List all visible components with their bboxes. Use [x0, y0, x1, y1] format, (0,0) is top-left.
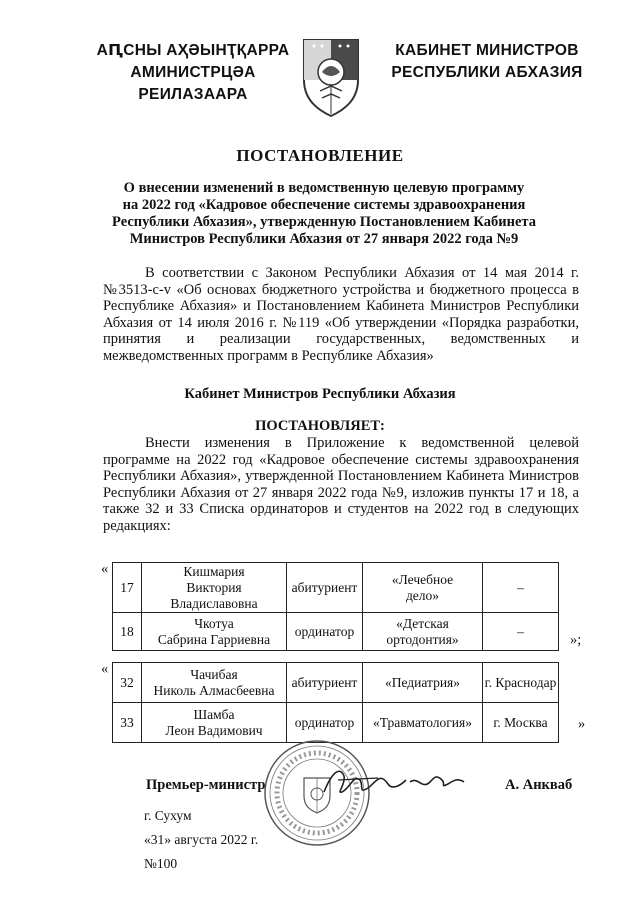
- name-line: Чачибая: [190, 666, 238, 682]
- name-line: Леон Вадимович: [165, 722, 263, 738]
- document-number: №100: [144, 856, 178, 871]
- specialty: [363, 613, 483, 651]
- specialty-line: ортодонтия»: [386, 631, 459, 647]
- person-status: абитуриент: [287, 563, 363, 613]
- header-abkhaz-line1: АԤСНЫ АҲӘЫНҬҚАРРА: [96, 42, 290, 59]
- specialty-line: «Лечебное: [391, 571, 454, 587]
- person-name: [142, 703, 287, 743]
- city: г. Краснодар: [483, 663, 559, 703]
- handwritten-signature-icon: [318, 762, 468, 802]
- specialty-line: «Детская: [396, 615, 449, 631]
- document-title: ПОСТАНОВЛЕНИЕ: [236, 146, 404, 165]
- name-line: Чкотуа: [194, 615, 234, 631]
- specialty: [363, 563, 483, 613]
- city: –: [483, 613, 559, 651]
- row-number: 33: [113, 703, 142, 743]
- table1-close-mark: »;: [570, 632, 582, 648]
- table1-open-quote: «: [101, 561, 109, 577]
- table-row: [113, 703, 559, 743]
- table-row: [113, 613, 559, 651]
- preamble-paragraph: В соответствии с Законом Республики Абхазия от 14 мая 2014 г. №3513-с-v «Об основах бюджетного устройства и бюджетного процесса в Республике Абхазия» и Постановлением Кабинета Министров Республики Абхазия от 14 июля 2016 г. №119 «Об утверждении «Порядка разработки, принятия и реализации государственных, ведомственных и межведомственных программ в Республике Абхазия»: [103, 265, 579, 364]
- person-status: абитуриент: [287, 663, 363, 703]
- person-status: ординатор: [287, 703, 363, 743]
- table-row: [113, 563, 559, 613]
- table2-close-mark: »: [578, 716, 586, 732]
- students-table-1: [112, 562, 559, 651]
- person-name: [142, 613, 287, 651]
- decides-heading: ПОСТАНОВЛЯЕТ:: [255, 418, 385, 434]
- issue-date: «31» августа 2022 г.: [144, 832, 259, 847]
- specialty: «Травматология»: [363, 703, 483, 743]
- subject-line: Министров Республики Абхазия от 27 января 2022 года №9: [129, 231, 519, 247]
- header-abkhaz-line2: АМИНИСТРЦӘА РЕИЛАЗААРА: [130, 64, 256, 103]
- city: г. Москва: [483, 703, 559, 743]
- header-abkhaz-block: [78, 40, 308, 106]
- specialty-line: дело»: [405, 587, 440, 603]
- name-line: Сабрина Гарриевна: [157, 631, 271, 647]
- table2-open-quote: «: [101, 661, 109, 677]
- city: –: [483, 563, 559, 613]
- issuing-body: Кабинет Министров Республики Абхазия: [184, 386, 456, 402]
- person-status: ординатор: [287, 613, 363, 651]
- subject-line: на 2022 год «Кадровое обеспечение системы здравоохранения: [122, 197, 526, 213]
- issue-place: г. Сухум: [144, 808, 192, 823]
- signatory-role: Премьер-министр: [146, 777, 266, 793]
- specialty: «Педиатрия»: [363, 663, 483, 703]
- row-number: 17: [113, 563, 142, 613]
- coat-of-arms-icon: [300, 36, 362, 118]
- name-line: Кишмария: [183, 563, 245, 579]
- name-line: Владиславовна: [170, 595, 258, 611]
- document-subject: [104, 180, 544, 248]
- header-russian-line1: КАБИНЕТ МИНИСТРОВ: [395, 42, 579, 59]
- person-name: [142, 663, 287, 703]
- clause-paragraph: Внести изменения в Приложение к ведомственной целевой программе на 2022 год «Кадровое обеспечение системы здравоохранения Республики Абхазия», утвержденной Постановлением Кабинета Министров Республики Абхазия от 27 января 2022 года №9, изложив пункты 17 и 18, а также 32 и 33 Списка ординаторов и студентов на 2022 год в следующих редакциях:: [103, 435, 579, 534]
- row-number: 18: [113, 613, 142, 651]
- signatory-name: А. Анкваб: [505, 777, 573, 793]
- students-table-2: [112, 662, 559, 743]
- subject-line: О внесении изменений в ведомственную целевую программу: [123, 180, 525, 196]
- row-number: 32: [113, 663, 142, 703]
- table-row: [113, 663, 559, 703]
- subject-line: Республики Абхазия», утвержденную Постановлением Кабинета: [112, 214, 536, 230]
- header-russian-line2: РЕСПУБЛИКИ АБХАЗИЯ: [391, 64, 583, 81]
- name-line: Шамба: [193, 706, 235, 722]
- header-russian-block: [382, 40, 592, 84]
- name-line: Виктория: [186, 579, 242, 595]
- name-line: Николь Алмасбеевна: [153, 682, 275, 698]
- person-name: [142, 563, 287, 613]
